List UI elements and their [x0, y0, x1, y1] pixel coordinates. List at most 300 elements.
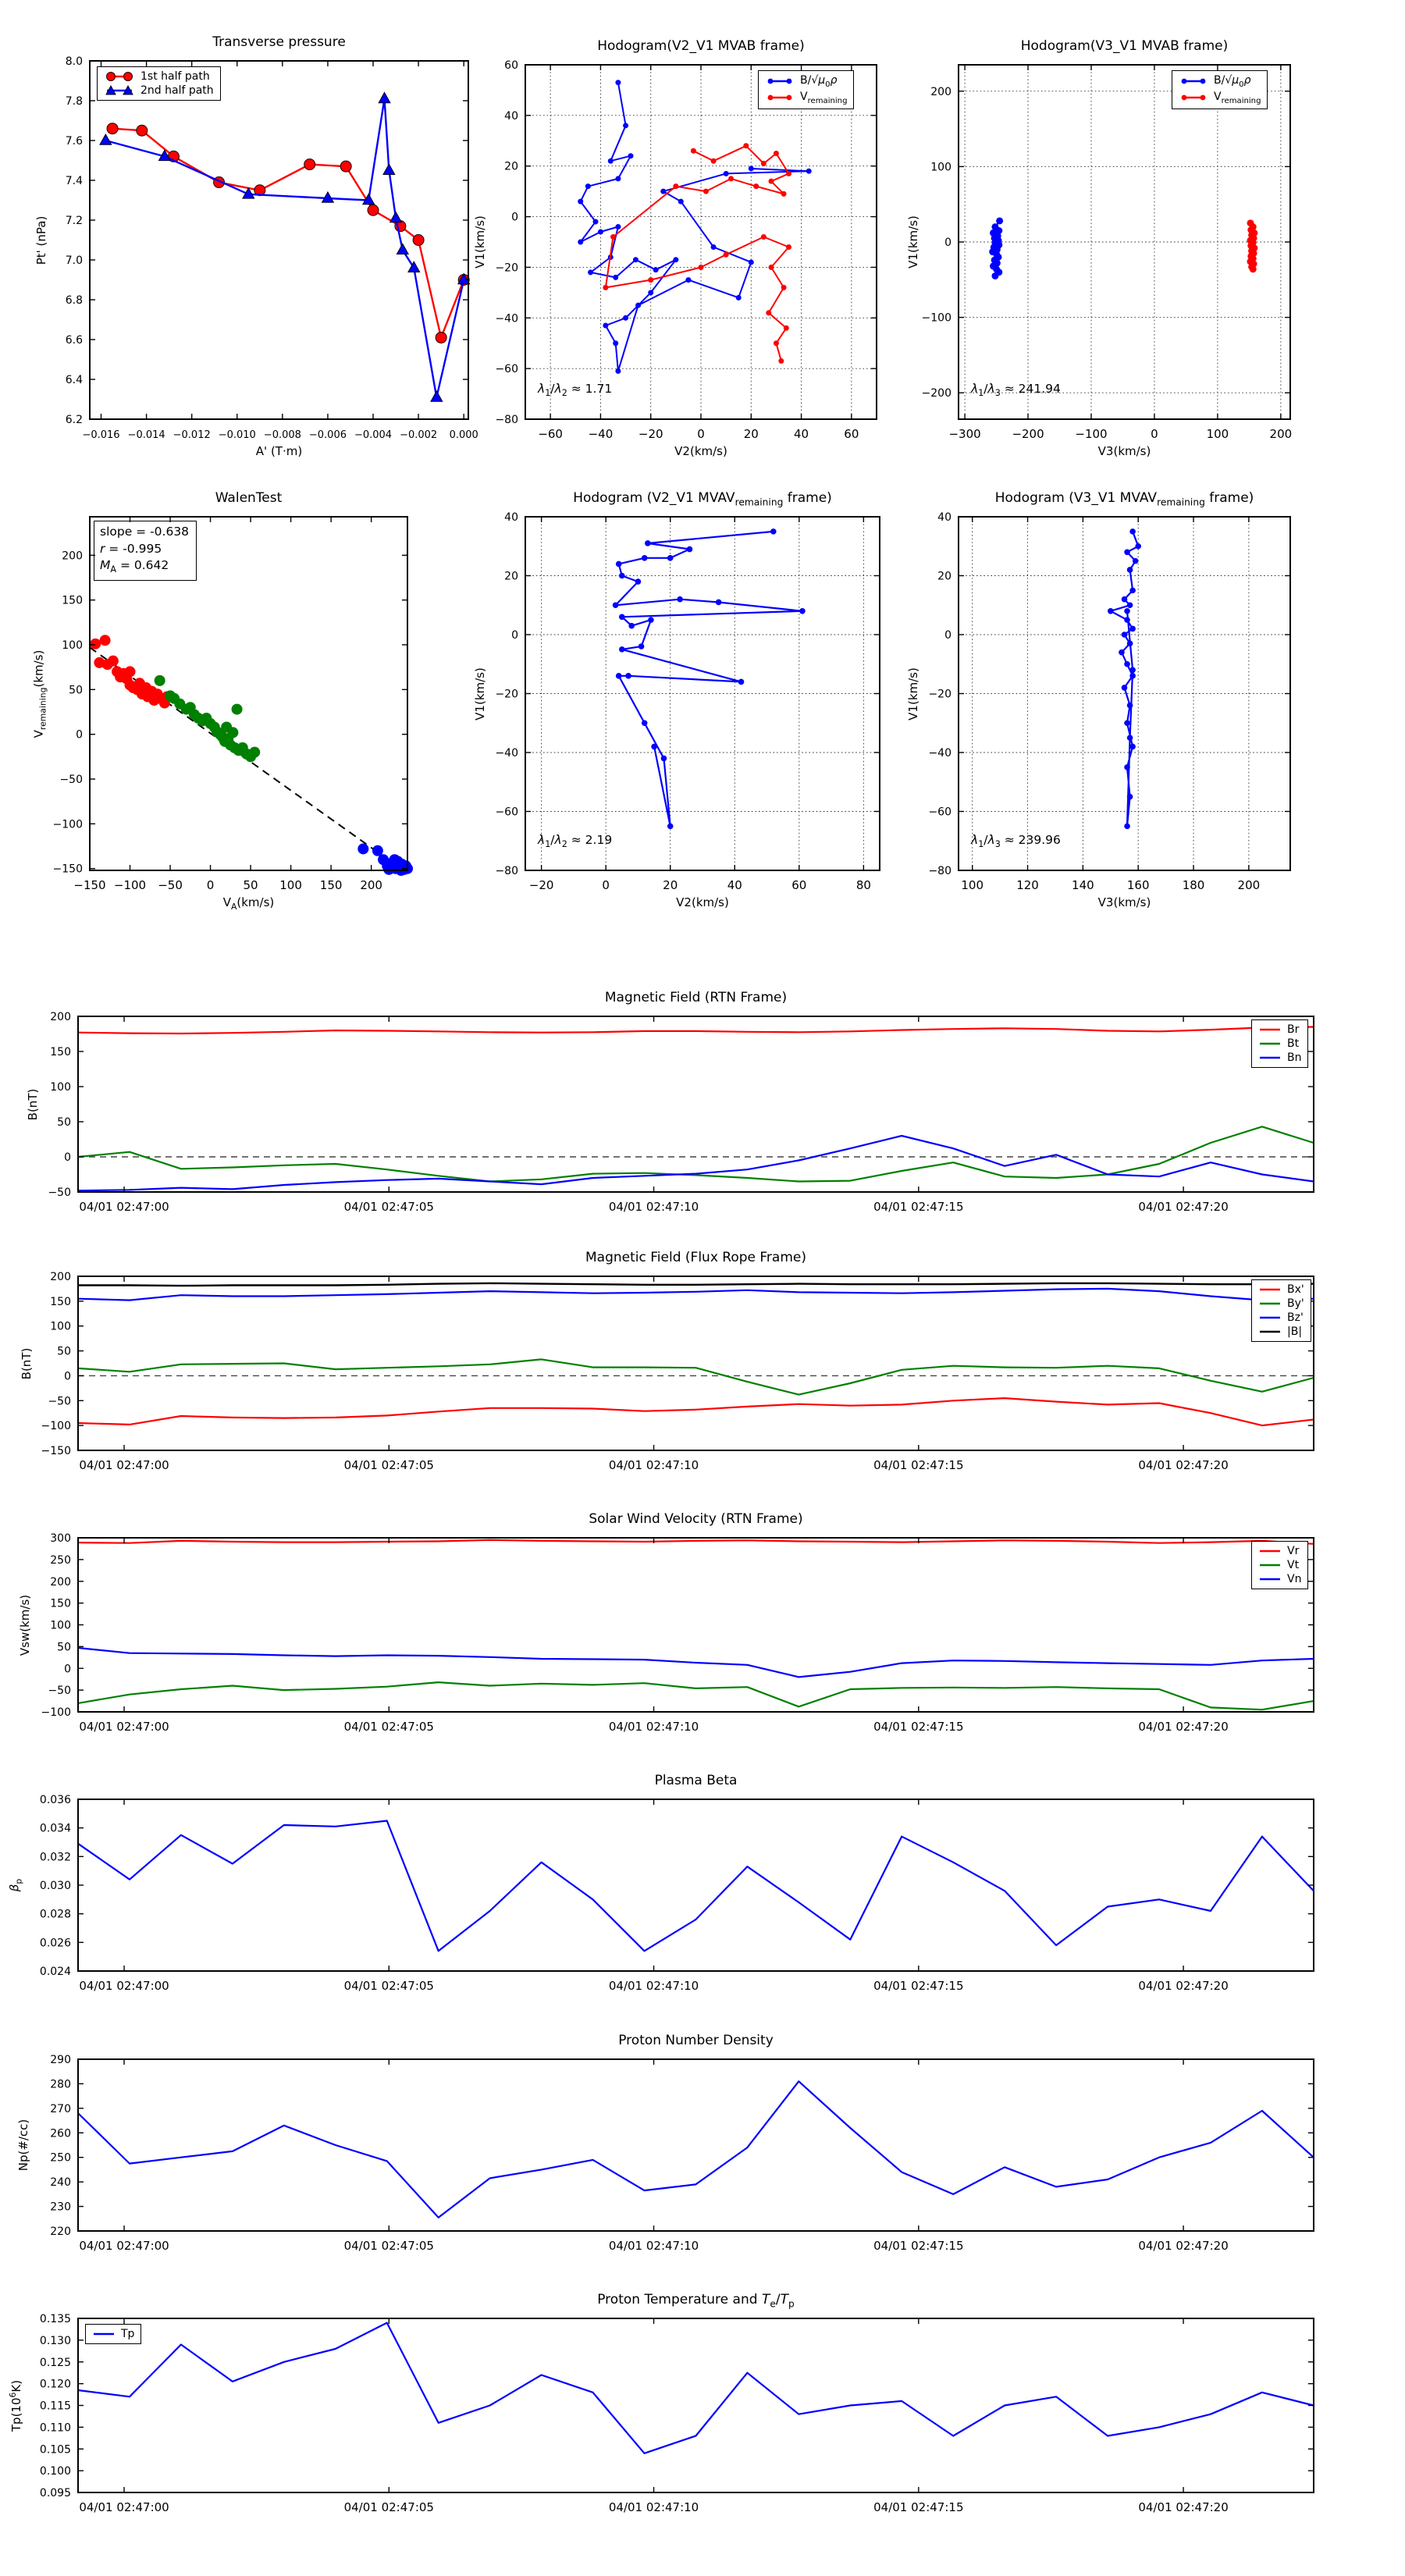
marker-dot: [645, 540, 651, 546]
marker-dot: [749, 165, 754, 171]
y-tick-label: 270: [50, 2102, 71, 2115]
y-tick-label: 150: [50, 1046, 71, 1059]
y-tick-label: 0.105: [39, 2443, 71, 2457]
marker-dot: [1108, 608, 1114, 614]
x-tick-label: 0: [206, 878, 215, 892]
y-axis-label: V1(km/s): [906, 667, 920, 720]
legend-label: $V_{remaining}$: [800, 90, 848, 105]
y-tick-label: 50: [69, 684, 83, 697]
marker-dot: [996, 217, 1003, 224]
x-tick-label: 60: [844, 427, 859, 441]
y-tick-label: 0.125: [39, 2356, 71, 2369]
marker-dot: [724, 171, 729, 176]
y-tick-label: 40: [504, 511, 518, 524]
legend-entry: [1258, 1051, 1301, 1064]
legend: [1251, 1541, 1308, 1589]
legend-label: 1st half path: [140, 70, 210, 83]
marker-dot: [648, 290, 653, 295]
marker-dot: [728, 176, 734, 181]
y-tick-label: 0.034: [39, 1822, 71, 1835]
legend-sample: [1258, 1053, 1282, 1062]
marker-dot: [1124, 550, 1130, 556]
y-tick-label: −200: [921, 387, 951, 400]
y-tick-label: 0: [511, 211, 518, 224]
y-tick-label: −40: [495, 747, 518, 760]
x-tick-label: 04/01 02:47:10: [608, 1458, 699, 1472]
marker-dot: [1124, 824, 1130, 830]
y-axis-label: $\beta_p$: [7, 1878, 24, 1892]
marker-dot: [598, 229, 603, 235]
plot-title: Magnetic Field (Flux Rope Frame): [585, 1250, 806, 1265]
marker-dot: [673, 257, 678, 262]
marker-dot: [653, 267, 659, 272]
x-tick-label: 04/01 02:47:10: [608, 1979, 699, 1993]
y-tick-label: 0.120: [39, 2378, 71, 2391]
marker-dot: [784, 326, 789, 331]
hodogram-v2v1-mvav-plot: [451, 482, 897, 916]
marker-dot: [770, 528, 777, 535]
y-tick-label: 8.0: [65, 55, 83, 68]
x-tick-label: 04/01 02:47:00: [79, 1979, 169, 1993]
legend-entry: [1258, 1559, 1301, 1571]
scatter-point: [108, 656, 119, 667]
scatter-point: [227, 727, 238, 738]
y-tick-label: 200: [50, 1011, 71, 1023]
walen-test-plot: [16, 482, 425, 916]
eigenvalue-ratio-annotation: $\lambda_1/\lambda_3 \approx 239.96$: [971, 833, 1061, 850]
legend-sample: [765, 92, 795, 103]
legend: [1251, 1279, 1311, 1342]
y-tick-label: 300: [50, 1532, 71, 1545]
y-tick-label: 100: [50, 1619, 71, 1632]
plot-hodogram-v3v1-mvav: [884, 482, 1307, 916]
marker-dot: [1122, 596, 1128, 603]
marker-dot: [1129, 588, 1136, 594]
x-tick-label: 100: [279, 878, 302, 892]
marker-dot: [677, 596, 683, 603]
y-tick-label: −60: [495, 363, 518, 376]
proton-temperature-plot: [4, 2283, 1331, 2538]
marker-dot: [635, 303, 641, 308]
marker-dot: [610, 234, 616, 240]
y-tick-label: 0.130: [39, 2334, 71, 2347]
x-tick-label: 200: [1237, 878, 1261, 892]
plot-proton-number-density: [4, 2024, 1331, 2276]
marker-dot: [699, 265, 704, 270]
y-tick-label: 20: [504, 570, 518, 583]
y-tick-label: −150: [41, 1445, 71, 1457]
series-line-|B|: [78, 1283, 1314, 1286]
scatter-point: [100, 635, 111, 646]
legend-label: $B/√\mu_0\rho$: [1214, 74, 1251, 89]
plot-title: Proton Temperature and $T_e/T_p$: [597, 2292, 795, 2310]
x-tick-label: 160: [1126, 878, 1150, 892]
y-tick-label: 60: [504, 59, 518, 72]
legend-sample: [1258, 1025, 1282, 1034]
y-tick-label: 100: [50, 1320, 71, 1333]
plot-magnetic-field-rtn: [4, 981, 1331, 1237]
marker-dot: [613, 340, 618, 346]
marker-dot: [806, 169, 812, 174]
marker-dot: [585, 183, 591, 189]
legend-label: Tp: [121, 2328, 135, 2340]
legend-sample: [92, 2329, 116, 2339]
marker-dot: [1127, 641, 1133, 647]
eigenvalue-ratio-annotation: $\lambda_1/\lambda_2 \approx 1.71$: [538, 382, 613, 399]
legend: [758, 70, 854, 109]
y-axis-label: $V_{remaining}(km/s)$: [31, 649, 48, 738]
x-tick-label: −0.002: [400, 429, 438, 441]
legend-sample: [1258, 1546, 1282, 1556]
y-tick-label: 0: [944, 237, 951, 249]
marker-dot: [578, 240, 583, 245]
y-tick-label: −80: [928, 865, 951, 877]
marker-dot: [593, 219, 599, 225]
legend-entry: [765, 91, 847, 105]
y-tick-label: 0.115: [39, 2400, 71, 2413]
marker-dot: [661, 756, 667, 762]
marker-dot: [1135, 543, 1141, 550]
y-tick-label: −60: [495, 806, 518, 819]
marker-dot: [642, 720, 648, 726]
y-tick-label: 150: [50, 1295, 71, 1308]
marker-dot: [769, 179, 774, 184]
marker-dot: [615, 176, 621, 181]
x-tick-label: −0.014: [127, 429, 165, 441]
series-line-Bz': [78, 1289, 1314, 1300]
x-tick-label: −100: [113, 878, 147, 892]
legend-label: Bt: [1287, 1037, 1300, 1050]
y-axis-label: B(nT): [26, 1088, 40, 1120]
marker-dot: [1127, 703, 1133, 709]
legend-entry: [1179, 74, 1261, 89]
x-tick-label: −0.010: [218, 429, 256, 441]
y-tick-label: 220: [50, 2226, 71, 2238]
marker-dot: [703, 189, 709, 194]
magnetic-field-flux-rope-plot: [4, 1241, 1331, 1496]
series-line-beta p: [78, 1821, 1314, 1952]
marker-dot: [1127, 567, 1133, 573]
plot-title: Hodogram(V3_V1 MVAB frame): [1020, 38, 1229, 54]
y-tick-label: −50: [48, 1187, 71, 1199]
marker-dot: [1119, 649, 1125, 656]
x-tick-label: 0: [697, 427, 705, 441]
x-tick-label: 04/01 02:47:15: [873, 1979, 964, 1993]
legend-label: $V_{remaining}$: [1214, 90, 1261, 105]
marker-dot: [1129, 673, 1136, 679]
legend-entry: [1258, 1325, 1304, 1338]
marker-circle: [436, 332, 446, 343]
legend-label: Br: [1287, 1023, 1300, 1036]
x-tick-label: 04/01 02:47:00: [79, 1458, 169, 1472]
legend-label: Vn: [1287, 1573, 1302, 1585]
y-tick-label: −20: [495, 262, 518, 275]
series-line-Vt: [78, 1682, 1314, 1710]
marker-dot: [603, 285, 608, 290]
x-tick-label: 04/01 02:47:05: [343, 1720, 434, 1734]
legend-sample: [1258, 1574, 1282, 1584]
marker-dot: [781, 285, 787, 290]
y-tick-label: 260: [50, 2127, 71, 2140]
x-tick-label: 150: [319, 878, 343, 892]
marker-dot: [1129, 744, 1136, 750]
x-tick-label: −60: [538, 427, 563, 441]
x-axis-label: V3(km/s): [1097, 444, 1151, 458]
x-tick-label: 80: [855, 878, 871, 892]
marker-triangle: [397, 244, 408, 254]
marker-dot: [1122, 685, 1128, 691]
y-tick-label: 0: [64, 1370, 71, 1383]
marker-dot: [615, 80, 621, 85]
legend-sample: [1258, 1299, 1282, 1308]
x-tick-label: −0.012: [173, 429, 211, 441]
y-tick-label: 0.026: [39, 1937, 71, 1950]
y-tick-label: 100: [62, 639, 83, 652]
marker-dot: [651, 744, 657, 750]
x-tick-label: 04/01 02:47:10: [608, 1720, 699, 1734]
eigenvalue-ratio-annotation: $\lambda_1/\lambda_3 \approx 241.94$: [971, 382, 1061, 399]
x-tick-label: −0.008: [263, 429, 301, 441]
x-tick-label: 100: [961, 878, 984, 892]
marker-dot: [774, 340, 779, 346]
y-axis-label: V1(km/s): [473, 667, 487, 720]
marker-dot: [774, 151, 779, 156]
legend-sample: [1258, 1285, 1282, 1294]
x-tick-label: −150: [73, 878, 106, 892]
legend-sample: [104, 84, 135, 97]
legend-sample: [1258, 1560, 1282, 1570]
marker-dot: [648, 617, 654, 623]
plot-title: Magnetic Field (RTN Frame): [604, 990, 788, 1005]
y-tick-label: 290: [50, 2054, 71, 2066]
x-tick-label: 20: [743, 427, 759, 441]
y-tick-label: 280: [50, 2078, 71, 2091]
y-tick-label: 240: [50, 2176, 71, 2190]
y-tick-label: 200: [930, 85, 951, 98]
marker-dot: [608, 158, 614, 164]
axes-frame: [90, 61, 468, 419]
x-tick-label: −20: [638, 427, 663, 441]
legend-entry: [1258, 1311, 1304, 1324]
legend: [85, 2324, 141, 2344]
slope-value: slope = -0.638: [100, 525, 190, 539]
y-axis-label: Pt' (nPa): [34, 215, 48, 265]
marker-dot: [786, 171, 791, 176]
y-tick-label: 40: [937, 511, 951, 524]
legend-label: Bx': [1287, 1283, 1304, 1296]
x-tick-label: 04/01 02:47:20: [1138, 1979, 1229, 1993]
y-tick-label: 150: [62, 594, 83, 607]
y-tick-label: 7.8: [65, 95, 83, 108]
x-tick-label: −40: [588, 427, 614, 441]
axes-frame: [78, 1799, 1314, 1971]
y-tick-label: 20: [504, 160, 518, 173]
marker-dot: [711, 244, 717, 250]
x-axis-label: V2(km/s): [676, 895, 729, 909]
y-tick-label: 200: [50, 1271, 71, 1283]
marker-dot: [615, 368, 621, 374]
y-axis-label: V1(km/s): [906, 215, 920, 269]
legend-entry: [1258, 1545, 1301, 1557]
y-tick-label: −50: [48, 1685, 71, 1698]
y-tick-label: −20: [495, 688, 518, 701]
marker-dot: [660, 189, 666, 194]
series-line-Vr: [78, 1540, 1314, 1544]
marker-dot: [685, 277, 691, 283]
y-tick-label: −80: [495, 414, 518, 426]
x-axis-label: A' (T·m): [255, 444, 303, 458]
y-axis-label: $Tp(10^6K)$: [8, 2379, 23, 2432]
plot-hodogram-v2v1-mvab: [451, 30, 894, 464]
marker-dot: [628, 153, 634, 158]
y-tick-label: 0.036: [39, 1794, 71, 1806]
series-line-V remaining: [606, 146, 789, 361]
scatter-point: [232, 704, 243, 715]
x-tick-label: 04/01 02:47:15: [873, 1720, 964, 1734]
x-tick-label: −0.016: [82, 429, 120, 441]
x-tick-label: 04/01 02:47:00: [79, 2500, 169, 2514]
marker-dot: [761, 161, 767, 166]
marker-dot: [615, 224, 621, 229]
scatter-point: [125, 666, 136, 677]
legend: [1251, 1019, 1308, 1068]
marker-dot: [766, 310, 771, 315]
y-tick-label: 0.028: [39, 1908, 71, 1921]
x-tick-label: 60: [791, 878, 807, 892]
marker-dot: [761, 234, 767, 240]
x-tick-label: 04/01 02:47:00: [79, 1720, 169, 1734]
series-line-B/sqrt(mu0 rho): [581, 83, 809, 372]
marker-dot: [673, 183, 678, 189]
y-tick-label: −100: [52, 818, 83, 831]
y-tick-label: 0.032: [39, 1851, 71, 1864]
marker-dot: [578, 199, 583, 205]
plot-title: Hodogram (V2_V1 $MVAV_{remaining}$ frame): [573, 490, 832, 508]
y-tick-label: −50: [59, 774, 83, 787]
marker-dot: [638, 643, 645, 649]
legend-sample: [1179, 92, 1208, 103]
marker-dot: [603, 323, 608, 329]
y-tick-label: 0.024: [39, 1966, 71, 1978]
y-tick-label: 6.2: [65, 414, 83, 426]
marker-dot: [1124, 608, 1130, 614]
series-line-Bx': [78, 1398, 1314, 1425]
marker-dot: [711, 158, 717, 164]
marker-dot: [1127, 602, 1133, 608]
legend-entry: [1258, 1297, 1304, 1310]
marker-dot: [749, 259, 754, 265]
y-tick-label: 150: [50, 1597, 71, 1610]
x-tick-label: −200: [1012, 427, 1044, 441]
marker-dot: [736, 295, 742, 301]
x-tick-label: 200: [1269, 427, 1293, 441]
legend-sample: [765, 76, 795, 87]
marker-dot: [1127, 735, 1133, 741]
legend-entry: [1179, 91, 1261, 105]
legend-sample: [1258, 1327, 1282, 1336]
plot-title: Hodogram(V2_V1 MVAB frame): [597, 38, 805, 54]
x-tick-label: 50: [243, 878, 258, 892]
marker-dot: [616, 673, 622, 679]
marker-circle: [304, 159, 315, 170]
marker-dot: [623, 315, 628, 321]
marker-dot: [1124, 764, 1130, 770]
plot-title: Plasma Beta: [654, 1773, 738, 1788]
x-axis-label: V3(km/s): [1097, 895, 1151, 909]
x-tick-label: 140: [1072, 878, 1094, 892]
scatter-point: [357, 843, 368, 854]
legend-label: Vt: [1287, 1559, 1300, 1571]
y-axis-label: Vsw(km/s): [18, 1594, 32, 1656]
x-tick-label: 04/01 02:47:10: [608, 2500, 699, 2514]
series-line-Br: [78, 1027, 1314, 1034]
solar-wind-velocity-plot: [4, 1503, 1331, 1757]
x-tick-label: 04/01 02:47:15: [873, 2500, 964, 2514]
x-tick-label: 04/01 02:47:05: [343, 2500, 434, 2514]
y-tick-label: 0.030: [39, 1880, 71, 1892]
legend-label: 2nd half path: [140, 84, 214, 97]
x-axis-label: V2(km/s): [674, 444, 727, 458]
y-tick-label: 7.0: [65, 254, 83, 267]
plot-solar-wind-velocity: [4, 1503, 1331, 1757]
x-tick-label: −0.004: [354, 429, 393, 441]
marker-triangle: [379, 92, 390, 102]
legend-entry: [104, 70, 214, 83]
x-tick-label: 120: [1016, 878, 1039, 892]
marker-dot: [616, 561, 622, 568]
plot-title: WalenTest: [215, 490, 283, 506]
x-tick-label: 04/01 02:47:20: [1138, 2239, 1229, 2253]
y-tick-label: 7.4: [65, 175, 83, 187]
y-tick-label: 7.2: [65, 215, 83, 227]
marker-dot: [1133, 558, 1139, 564]
y-tick-label: −100: [921, 311, 951, 325]
series-line-Vn: [78, 1648, 1314, 1677]
proton-number-density-plot: [4, 2024, 1331, 2276]
hodogram-v3v1-mvav-plot: [884, 482, 1307, 916]
marker-dot: [1124, 720, 1130, 726]
y-tick-label: 6.6: [65, 334, 83, 347]
y-tick-label: −100: [41, 1420, 71, 1433]
marker-circle: [340, 161, 351, 172]
y-tick-label: 0.100: [39, 2465, 71, 2478]
marker-dot: [738, 679, 745, 685]
legend-sample: [1258, 1313, 1282, 1322]
plasma-beta-plot: [4, 1764, 1331, 2016]
x-tick-label: 04/01 02:47:15: [873, 1200, 964, 1214]
legend-entry: [765, 74, 847, 89]
scatter-point: [90, 639, 101, 649]
x-tick-label: −20: [528, 878, 554, 892]
marker-dot: [799, 608, 806, 614]
y-tick-label: 50: [57, 1116, 71, 1129]
marker-dot: [1129, 667, 1136, 674]
y-tick-label: 200: [62, 550, 83, 563]
y-tick-label: 250: [50, 2151, 71, 2165]
y-tick-label: −40: [495, 312, 518, 326]
marker-dot: [1124, 661, 1130, 667]
plot-hodogram-v2v1-mvav: [451, 482, 897, 916]
marker-circle: [413, 235, 424, 246]
y-axis-label: V1(km/s): [473, 215, 487, 269]
legend-entry: [1258, 1573, 1301, 1585]
plot-hodogram-v3v1-mvab: [884, 30, 1307, 464]
marker-dot: [633, 257, 638, 262]
plot-magnetic-field-flux-rope: [4, 1241, 1331, 1496]
marker-dot: [667, 824, 674, 830]
marker-dot: [786, 244, 791, 250]
legend-label: By': [1287, 1297, 1304, 1310]
